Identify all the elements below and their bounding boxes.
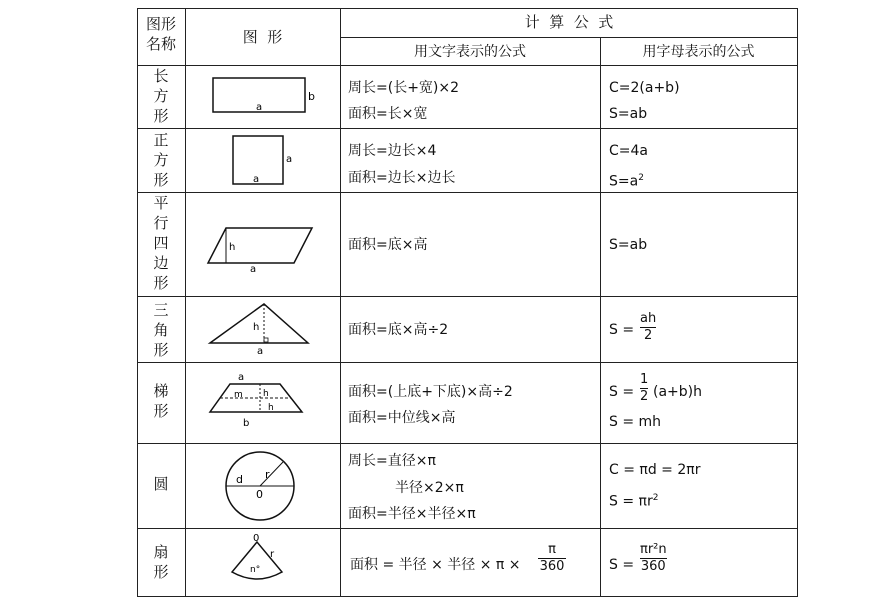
text-formula: 面积=中位线×高 [348, 410, 456, 426]
letter-formula: C = πd = 2πr [609, 462, 701, 478]
row-divider [137, 128, 798, 129]
label-o: 0 [253, 533, 260, 544]
label-b: b [308, 90, 315, 103]
numerator: 1 [640, 372, 649, 387]
text-formula: 面积=(上底+下底)×高÷2 [348, 384, 513, 400]
text-formula: 面积=底×高 [348, 237, 428, 253]
fraction [640, 373, 648, 404]
header-letter-formula-col: 用字母表示的公式 [642, 44, 755, 60]
label-a: a [253, 174, 260, 185]
denominator: 360 [640, 559, 666, 574]
table-border-top [137, 8, 798, 9]
header-text-formula-col: 用文字表示的公式 [414, 44, 526, 60]
letter-formula-lhs: S = [609, 322, 635, 338]
text-formula: 面积=底×高÷2 [348, 322, 449, 338]
label-h: h [268, 403, 274, 413]
parallelogram-figure [200, 218, 325, 274]
label-r: r [265, 468, 270, 481]
rectangle-figure [200, 70, 330, 122]
column-divider [185, 8, 186, 597]
denominator: 2 [643, 328, 653, 343]
fraction [538, 543, 566, 574]
letter-formula: $S = \pi r^2$ [609, 493, 659, 510]
row-name-circle: 圆 [153, 475, 169, 493]
label-a: a [256, 102, 263, 113]
row-name-parallelogram: 平 行 四 边 形 [153, 194, 169, 292]
label-r: r [270, 549, 275, 560]
label-b: b [243, 418, 250, 429]
label-o: 0 [256, 488, 263, 501]
text-formula: 半径×2×π [395, 480, 464, 496]
text-formula: 周长=边长×4 [348, 143, 437, 159]
row-name-square: 正 方 形 [153, 131, 169, 189]
letter-formula: C=2(a+b) [609, 80, 680, 96]
text-formula: 面积=长×宽 [348, 106, 428, 122]
label-a: a [286, 154, 293, 165]
fraction [640, 312, 656, 343]
text-formula: 面积 = 半径 × 半径 × π × [350, 557, 521, 573]
row-name-sector: 扇 形 [153, 543, 169, 581]
label-a: a [250, 264, 257, 274]
parallelogram-shape [208, 228, 312, 263]
label-n: n° [250, 565, 261, 575]
letter-formula: S=ab [609, 237, 648, 253]
row-divider [137, 443, 798, 444]
right-angle-mark [264, 338, 268, 342]
row-divider [137, 528, 798, 529]
numerator: πr²n [640, 542, 667, 557]
fraction [640, 543, 667, 574]
header-bottom-line [137, 65, 798, 66]
header-name-col: 图形 名称 [145, 15, 176, 53]
letter-formula-lhs: S = [609, 384, 635, 400]
row-name-rectangle: 长 方 形 [153, 67, 169, 125]
header-figure-col: 图 形 [242, 28, 283, 46]
text-formula: 周长=直径×π [348, 453, 436, 469]
letter-formula: S=ab [609, 106, 648, 122]
text-formula: 周长=(长+宽)×2 [348, 80, 460, 96]
label-h: h [263, 389, 269, 399]
letter-formula: C=4a [609, 143, 648, 159]
triangle-figure [200, 298, 320, 358]
row-divider [137, 362, 798, 363]
trapezoid-figure [200, 370, 320, 432]
row-name-trapezoid: 梯 形 [153, 382, 169, 420]
row-divider [137, 296, 798, 297]
numerator: ah [640, 311, 657, 326]
letter-formula: $S=a^2$ [609, 173, 644, 190]
sector-figure [220, 532, 295, 592]
label-d: d [236, 473, 243, 486]
column-divider [340, 8, 341, 597]
letter-formula: S = mh [609, 414, 662, 430]
row-name-triangle: 三 角 形 [153, 301, 169, 359]
text-formula: 面积=半径×半径×π [348, 506, 476, 522]
row-divider [137, 192, 798, 193]
radius-line [260, 462, 283, 486]
table-border-bottom [137, 596, 798, 597]
header-divider [340, 37, 798, 38]
label-h: h [229, 242, 236, 253]
label-a: a [238, 372, 245, 383]
header-formula-col: 计 算 公 式 [524, 13, 614, 31]
letter-formula-rhs: (a+b)h [653, 384, 702, 400]
numerator: π [548, 542, 556, 557]
column-divider [600, 37, 601, 597]
denominator: 360 [539, 559, 565, 574]
text-formula: 面积=边长×边长 [348, 170, 456, 186]
letter-formula-lhs: S = [609, 557, 635, 573]
circle-figure [215, 448, 305, 524]
label-h: h [253, 322, 260, 333]
denominator: 2 [640, 389, 649, 404]
label-a: a [257, 346, 264, 357]
label-m: m [234, 390, 243, 400]
square-figure [220, 132, 300, 188]
table-border-right [797, 8, 798, 597]
